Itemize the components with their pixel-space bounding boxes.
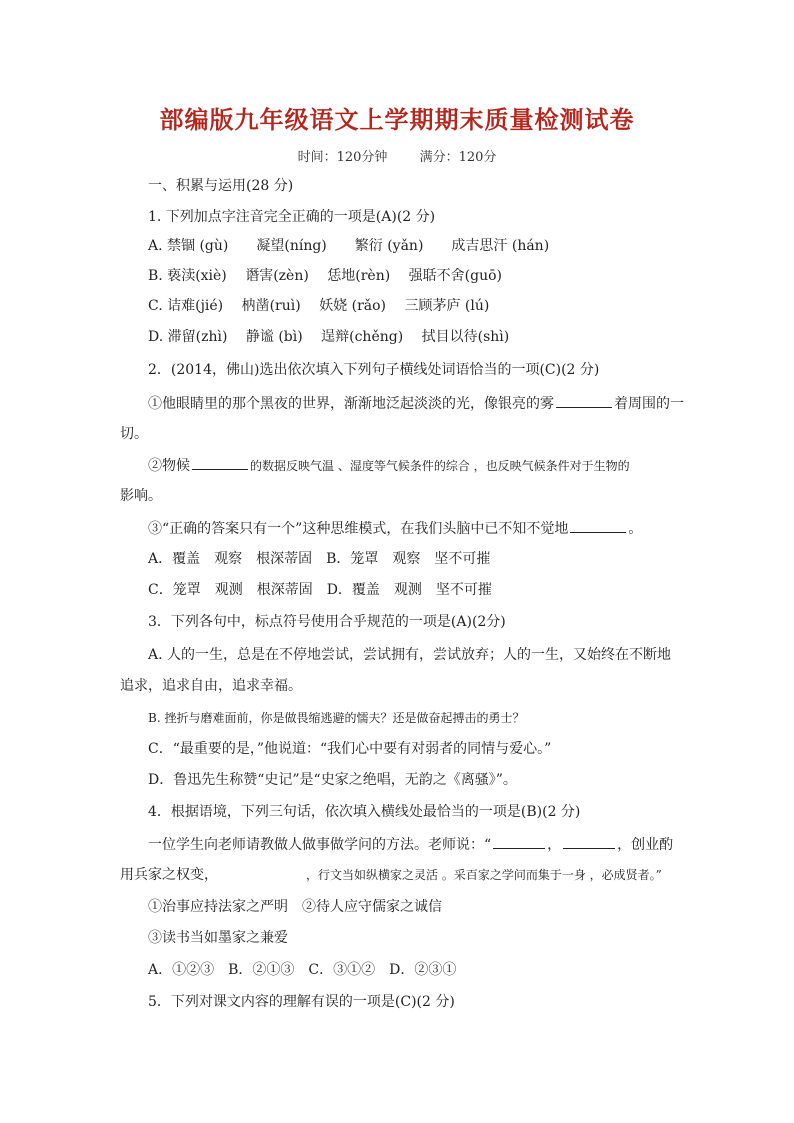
- q4-p1-text-a: 一位学生向老师请教做人做事做学问的方法。老师说：“: [148, 837, 492, 853]
- q3-option-d: D．鲁迅先生称赞“史记”是“史家之绝唱，无韵之《离骚》”。: [148, 772, 517, 788]
- q2-s1-text-b: 着周围的一: [614, 396, 684, 412]
- q4-answer-options: A．①②③ B．②①③ C．③①② D．②③①: [148, 962, 457, 978]
- q2-sentence-3: [148, 518, 708, 539]
- q3-option-b: B. 挫折与磨难面前，你是做畏缩逃避的懦夫？还是做奋起搏击的勇士？: [148, 711, 525, 725]
- q2-s2-text-a: ②物候: [148, 458, 190, 474]
- q2-s3-text-b: 。: [628, 521, 643, 537]
- answer-blank: [570, 518, 626, 533]
- q4-passage-line-2: [120, 865, 680, 885]
- q3-option-a: A. 人的一生，总是在不停地尝试，尝试拥有，尝试放弃；人的一生，又始终在不断地: [148, 647, 672, 663]
- q1-stem: 1. 下列加点字注音完全正确的一项是(A)(2 分): [148, 209, 436, 225]
- q4-stem: 4．根据语境，下列三句话，依次填入横线处最恰当的一项是(B)(2 分): [148, 804, 581, 820]
- q2-s3-text-a: ③“正确的答案只有一个”这种思维模式，在我们头脑中已不知不觉地: [148, 521, 569, 537]
- q3-option-a-continuation: 追求，追求自由，追求幸福。: [120, 678, 302, 694]
- q3-option-c: C．“最重要的是，”他说道：“我们心中要有对弱者的同情与爱心。”: [148, 741, 552, 757]
- exam-time: 时间：120分钟: [297, 150, 388, 165]
- q1-option-b: B. 亵渎(xiè) 谮害(zèn) 恁地(rèn) 强聒不舍(guō): [148, 268, 502, 284]
- q1-option-a: A. 禁锢 (gù) 凝望(níng) 繁衍 (yǎn) 成吉思汗 (hán): [148, 238, 550, 254]
- exam-meta: [0, 146, 794, 165]
- q1-option-d: D. 滞留(zhì) 静谧 (bì) 逞辩(chěng) 拭目以待(shì): [148, 329, 510, 345]
- q1-option-c: C. 诘难(jié) 枘凿(ruì) 妖娆 (rǎo) 三顾茅庐 (lú): [148, 298, 490, 314]
- answer-blank: [220, 865, 304, 879]
- answer-blank: [563, 834, 615, 849]
- q4-p1-text-b: ，: [547, 837, 562, 853]
- q4-p2-text-a: 用兵家之权变，: [120, 867, 218, 883]
- q3-stem: 3．下列各句中，标点符号使用合乎规范的一项是(A)(2分): [148, 614, 506, 630]
- q5-stem: 5．下列对课文内容的理解有误的一项是(C)(2 分): [148, 994, 455, 1010]
- q2-sentence-1: [148, 393, 708, 414]
- q4-sentence-options-1: ①治事应持法家之严明 ②待人应守儒家之诚信: [148, 899, 442, 915]
- answer-blank: [556, 393, 612, 408]
- answer-blank: [493, 834, 545, 849]
- q2-s2-text-b: 的数据反映气温 、湿度等气候条件的综合 ，也反映气候条件对于生物的: [250, 459, 630, 473]
- q4-p1-text-c: ，创业酌: [617, 837, 674, 853]
- q2-sentence-2: [148, 455, 708, 476]
- q4-sentence-options-2: ③读书当如墨家之兼爱: [148, 930, 288, 946]
- q2-stem: 2．(2014，佛山)选出依次填入下列句子横线处词语恰当的一项(C)(2 分): [148, 362, 600, 378]
- q2-s1-text-a: ①他眼睛里的那个黑夜的世界，渐渐地泛起淡淡的光，像银亮的雾: [148, 396, 554, 412]
- q4-passage-line-1: [148, 834, 708, 855]
- exam-score: 满分：120分: [419, 150, 497, 165]
- answer-blank: [192, 455, 248, 470]
- q2-s2-continuation: 影响。: [120, 488, 162, 504]
- q2-options-ab: A．覆盖 观察 根深蒂固 B．笼罩 观察 坚不可摧: [148, 551, 491, 567]
- q2-s1-continuation: 切。: [120, 426, 148, 442]
- q4-p2-text-b: ，行文当如纵横家之灵活 。采百家之学问而集于一身 ，必成贤者。”: [306, 868, 662, 882]
- q2-options-cd: C．笼罩 观测 根深蒂固 D．覆盖 观测 坚不可摧: [148, 582, 492, 598]
- section-heading: 一、积累与运用(28 分): [148, 178, 294, 194]
- page-title: 部编版九年级语文上学期期末质量检测试卷: [159, 106, 635, 134]
